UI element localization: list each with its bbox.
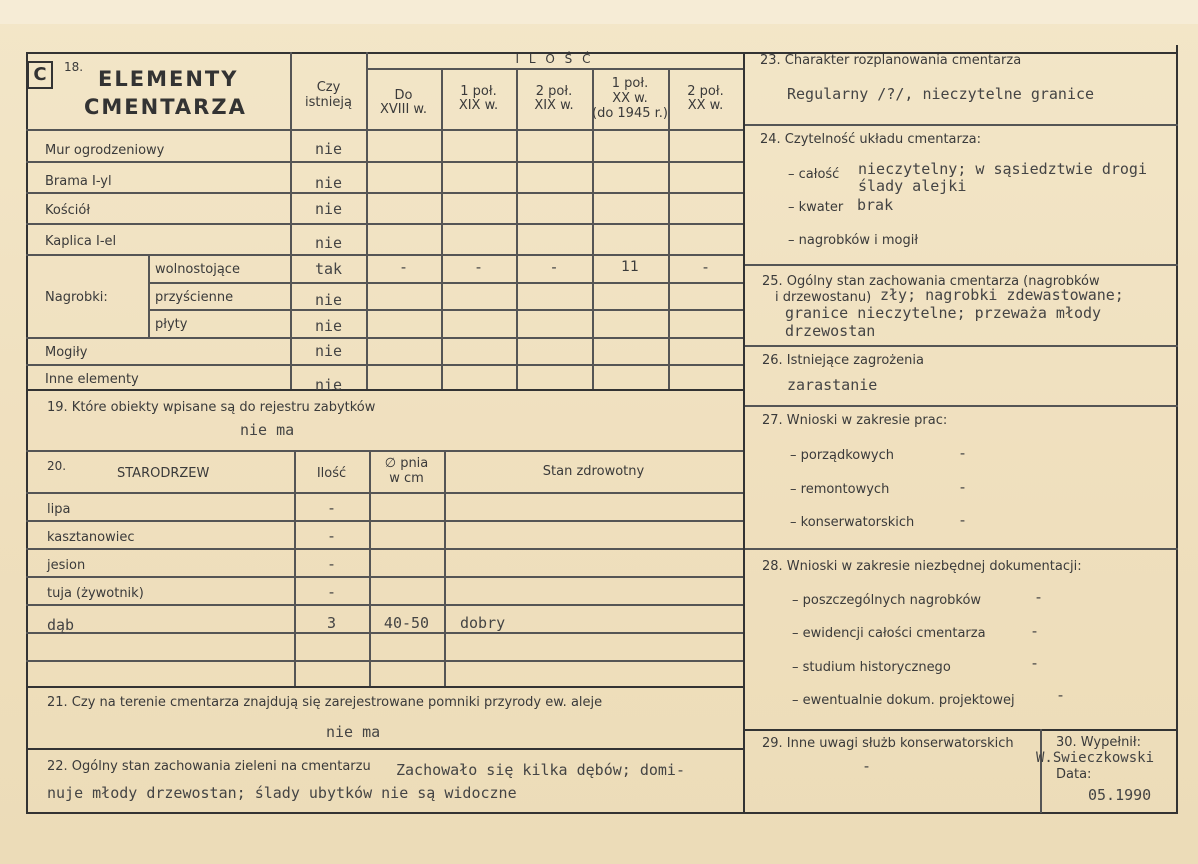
s28-bottom xyxy=(745,729,1178,731)
section-letter-box: C xyxy=(27,61,53,89)
tree-diameter: 40-50 xyxy=(383,614,430,632)
row-label-inne: Inne elementy xyxy=(45,372,139,387)
period-5-l2: XX w. xyxy=(687,98,724,113)
s30-data-label: Data: xyxy=(1056,767,1092,782)
s28-label: 28. Wnioski w zakresie niezbędnej dokumentacji: xyxy=(762,559,1082,574)
s20-col-ilosc: Ilość xyxy=(316,466,347,481)
s30-name: W.Swieczkowski xyxy=(1036,750,1155,766)
s20-number: 20. xyxy=(47,459,67,473)
count-period-2: - xyxy=(473,258,484,276)
s29-value: - xyxy=(862,757,872,775)
frame-right xyxy=(1176,45,1178,813)
tree-name: jesion xyxy=(47,558,86,573)
card-top-edge xyxy=(0,0,1198,24)
s28-item-label: – ewentualnie dokum. projektowej xyxy=(792,693,1015,708)
row-label-kaplica: Kaplica I-el xyxy=(45,234,117,249)
count-period-1: - xyxy=(398,258,409,276)
period-5-l1: 2 poł. xyxy=(687,84,724,99)
row-value-mur: nie xyxy=(314,140,343,158)
tree-qty: - xyxy=(326,555,337,573)
row-label-brama: Brama I-yl xyxy=(45,174,112,189)
row-value-inne: nie xyxy=(314,376,343,394)
s25-value-2: granice nieczytelne; przeważa młody xyxy=(785,304,1102,322)
s20-col-pnia-1: ∅ pnia xyxy=(384,456,429,471)
s28-item-value: - xyxy=(1034,588,1044,606)
s24-kwater-value: brak xyxy=(857,196,894,214)
period-4-l3: (do 1945 r.) xyxy=(592,106,668,121)
tree-state: dobry xyxy=(460,614,506,632)
s20-col-pnia-2: w cm xyxy=(389,471,424,486)
czy-istnieja-2: istnieją xyxy=(305,95,352,110)
col-line xyxy=(516,68,518,390)
s27-item-label: – konserwatorskich xyxy=(790,515,915,530)
s20-title: STARODRZEW xyxy=(117,466,210,481)
nagrobki-label: Nagrobki: xyxy=(45,290,108,305)
s30-label: 30. Wypełnił: xyxy=(1056,735,1141,750)
s26-label: 26. Istniejące zagrożenia xyxy=(762,353,924,368)
row-line xyxy=(26,576,743,578)
table18-bottom xyxy=(26,389,743,391)
row-line xyxy=(26,660,743,662)
middle-divider xyxy=(743,52,745,814)
count-period-3: - xyxy=(549,258,559,276)
s21-label: 21. Czy na terenie cmentarza znajdują się zarejestrowane pomniki przyrody ew. aleje xyxy=(47,695,603,710)
s23-label: 23. Charakter rozplanowania cmentarza xyxy=(760,53,1022,68)
row-line xyxy=(26,129,743,131)
tree-qty: - xyxy=(326,583,337,601)
section-number: 18. xyxy=(64,60,84,74)
tree-qty: - xyxy=(326,527,337,545)
row-line xyxy=(26,632,743,634)
s25-label-1: 25. Ogólny stan zachowania cmentarza (nagrobków xyxy=(762,274,1100,289)
s22-value-1: Zachowało się kilka dębów; domi- xyxy=(396,761,685,779)
s25-value-3: drzewostan xyxy=(785,322,876,340)
period-4-l2: XX w. xyxy=(612,91,648,106)
row-value-kaplica: nie xyxy=(314,234,343,252)
s26-bottom xyxy=(745,405,1178,407)
s27-item-value: - xyxy=(958,478,968,496)
ilosc-header: I L O Ś Ć xyxy=(515,52,594,66)
period-1-l1: Do xyxy=(394,88,413,103)
period-2-l2: XIX w. xyxy=(458,98,499,113)
s25-label-2: i drzewostanu) xyxy=(775,290,872,305)
period-1-l2: XVIII w. xyxy=(379,102,427,117)
s19-bottom xyxy=(26,450,743,452)
s22-label: 22. Ogólny stan zachowania zieleni na cmentarzu xyxy=(47,759,371,774)
col-line xyxy=(441,68,443,390)
s28-item-value: - xyxy=(1030,654,1040,672)
col-line xyxy=(444,452,446,686)
tree-name: tuja (żywotnik) xyxy=(47,586,144,601)
s24-nagrobkow-label: – nagrobków i mogił xyxy=(788,233,919,248)
s19-label: 19. Które obiekty wpisane są do rejestru zabytków xyxy=(47,400,376,415)
row-value-wolnostojace: tak xyxy=(314,260,343,278)
row-line xyxy=(26,254,743,256)
section-title-1: ELEMENTY xyxy=(98,67,239,91)
row-line xyxy=(26,192,743,194)
row-value-plyty: nie xyxy=(314,317,343,335)
s27-item-label: – porządkowych xyxy=(790,448,894,463)
s24-calosc-value-1: nieczytelny; w sąsiedztwie drogi xyxy=(858,160,1147,178)
s27-bottom xyxy=(745,548,1178,550)
s27-item-value: - xyxy=(958,511,968,529)
tree-qty: - xyxy=(326,499,337,517)
s24-calosc-label: – całość xyxy=(788,167,840,182)
s24-label: 24. Czytelność układu cmentarza: xyxy=(760,132,982,147)
s20-bottom xyxy=(26,686,743,688)
czy-istnieja-1: Czy xyxy=(316,80,341,95)
s28-item-label: – poszczególnych nagrobków xyxy=(792,593,982,608)
row-label-kosciol: Kościół xyxy=(45,203,91,218)
s24-bottom xyxy=(745,264,1178,266)
s27-item-value: - xyxy=(958,444,968,462)
s27-item-label: – remontowych xyxy=(790,482,890,497)
period-4-l1: 1 poł. xyxy=(611,76,649,91)
frame-bottom xyxy=(26,812,1178,814)
s24-kwater-label: – kwater xyxy=(788,200,844,215)
row-label-mur: Mur ogrodzeniowy xyxy=(45,143,165,158)
s24-calosc-value-2: ślady alejki xyxy=(858,177,967,195)
period-3-l2: XIX w. xyxy=(534,98,574,113)
frame-left xyxy=(26,52,28,814)
row-line xyxy=(26,161,743,163)
tree-name: lipa xyxy=(47,502,71,517)
nagrobki-divider xyxy=(148,254,150,337)
row-label-mogily: Mogiły xyxy=(45,345,88,360)
s23-value: Regularny /?/, nieczytelne granice xyxy=(787,85,1095,103)
section-title-2: CMENTARZA xyxy=(84,95,247,119)
s30-date: 05.1990 xyxy=(1088,786,1152,804)
ilosc-underline xyxy=(366,68,743,70)
s21-bottom xyxy=(26,748,743,750)
tree-name: kasztanowiec xyxy=(47,530,135,545)
row-line xyxy=(26,492,743,494)
s25-value-1: zły; nagrobki zdewastowane; xyxy=(880,286,1124,304)
s25-bottom xyxy=(745,345,1178,347)
row-value-brama: nie xyxy=(314,174,343,192)
row-line xyxy=(26,223,743,225)
s20-col-stan: Stan zdrowotny xyxy=(542,464,645,479)
row-line xyxy=(148,282,743,284)
s28-item-value: - xyxy=(1030,622,1040,640)
period-3-l1: 2 poł. xyxy=(535,84,573,99)
s28-item-value: - xyxy=(1056,686,1066,704)
row-line xyxy=(26,337,743,339)
row-value-przyscienne: nie xyxy=(314,291,343,309)
col-line xyxy=(369,452,371,686)
s28-item-label: – ewidencji całości cmentarza xyxy=(792,626,986,641)
s23-bottom xyxy=(745,124,1178,126)
count-period-4: 11 xyxy=(621,259,639,275)
s27-label: 27. Wnioski w zakresie prac: xyxy=(762,413,948,428)
row-label-przyscienne: przyścienne xyxy=(155,290,234,305)
row-line xyxy=(26,604,743,606)
col-line xyxy=(668,68,670,390)
row-line xyxy=(26,520,743,522)
tree-qty: 3 xyxy=(326,614,337,632)
row-label-plyty: płyty xyxy=(155,317,188,332)
s21-value: nie ma xyxy=(326,723,381,741)
row-line xyxy=(26,548,743,550)
row-line xyxy=(26,364,743,366)
row-label-wolnostojace: wolnostojące xyxy=(155,262,240,277)
s28-item-label: – studium historycznego xyxy=(792,660,951,675)
s26-value: zarastanie xyxy=(787,376,878,394)
count-period-5: - xyxy=(700,258,711,276)
row-value-mogily: nie xyxy=(314,342,343,360)
period-2-l1: 1 poł. xyxy=(460,84,497,99)
tree-name: dąb xyxy=(47,616,75,634)
row-value-kosciol: nie xyxy=(314,200,343,218)
s19-value: nie ma xyxy=(240,421,295,439)
s29-label: 29. Inne uwagi służb konserwatorskich xyxy=(762,736,1014,751)
s29-divider xyxy=(1040,729,1042,813)
s22-value-2: nuje młody drzewostan; ślady ubytków nie są widoczne xyxy=(47,784,517,802)
row-line xyxy=(148,309,743,311)
